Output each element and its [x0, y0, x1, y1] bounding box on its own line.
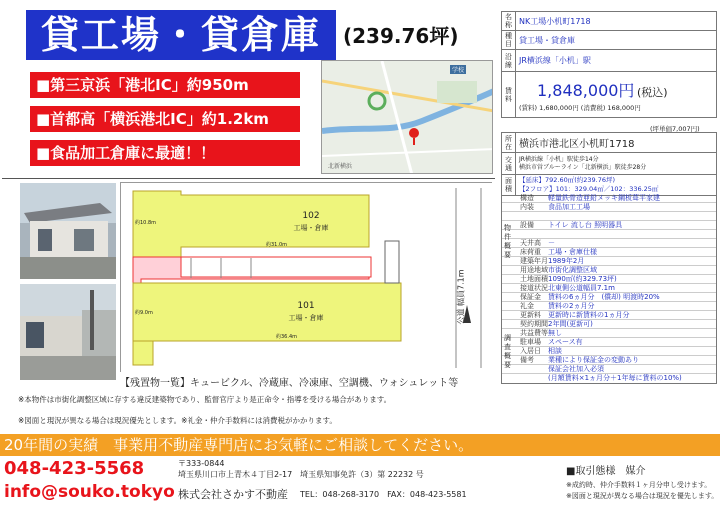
- spec-detail-list: [501, 194, 717, 384]
- building-photo-2: [20, 284, 116, 380]
- note-2: ※図面と現況が異なる場合は現況優先とします。※礼金・仲介手数料には消費税がかかります。: [18, 416, 337, 425]
- remaining-items: 【残置物一覧】キュービクル、冷蔵庫、冷凍庫、空調機、ウォシュレット等: [120, 378, 459, 389]
- floor-plan: [120, 182, 492, 372]
- building-photo-1: [20, 183, 116, 279]
- transport-2: 横浜市営ブルーライン「北新横浜」駅徒歩28分: [519, 163, 647, 171]
- spec-key: 床荷重: [520, 248, 541, 256]
- spec-key: 接道状況: [520, 284, 548, 292]
- spec-val: 工場・倉庫仕様: [548, 248, 597, 256]
- spec-key: 建築年月: [520, 257, 548, 265]
- spec-val: 1989年2月: [548, 257, 585, 265]
- type-label: 種目: [502, 31, 516, 50]
- divider: [2, 178, 495, 179]
- unit-101-label: 101: [297, 301, 315, 311]
- spec-key: 設備: [520, 221, 534, 229]
- spec-key: 土地面積: [520, 275, 548, 283]
- spec-val: スペース有: [548, 338, 583, 346]
- bukken-label: 物件概要: [504, 224, 511, 259]
- street-address: 埼玉県川口市上青木４丁目2-17 埼玉県知事免許（3）第 22232 号: [178, 470, 424, 479]
- spec-key: [502, 212, 548, 220]
- spec-key: 保証金: [520, 293, 541, 301]
- footer-note-1: ※成約時、仲介手数料１ヶ月分申し受けます。: [566, 481, 712, 489]
- spec-val: 食品加工工場: [548, 203, 590, 211]
- transport-label: 交通: [502, 153, 516, 175]
- spec-key: 礼金: [520, 302, 534, 310]
- spec-key: 構造: [520, 194, 534, 202]
- transaction-type: ■取引態様 媒介: [566, 466, 646, 477]
- spec-key: 内装: [520, 203, 534, 211]
- spec-key: 駐車場: [520, 338, 541, 346]
- dim-102-w: 約31.0m: [266, 242, 288, 248]
- dim-101-h: 約9.0m: [135, 310, 153, 316]
- email-address[interactable]: info@souko.tokyo: [4, 482, 175, 502]
- chousa-label: 調査概要: [504, 334, 511, 369]
- spec-key: 天井高: [520, 239, 541, 247]
- spec-key: 入居日: [520, 347, 541, 355]
- road-label: 公道 幅員7.1m: [456, 269, 466, 325]
- property-address: 横浜市港北区小机町1718: [516, 133, 717, 153]
- company-name: 株式会社さかす不動産: [178, 488, 288, 501]
- company-tel-fax: TEL：048-268-3170 FAX：048-423-5581: [300, 490, 467, 499]
- spec-table: [501, 11, 717, 118]
- spec-val: 更新時に新賃料の1ヵ月分: [548, 311, 630, 319]
- spec-val: 業種により保証金の変動あり: [548, 356, 639, 364]
- spec-val: 市街化調整区域: [548, 266, 597, 274]
- rent-label: 賃料: [502, 72, 516, 118]
- tsubo-label: (239.76坪): [343, 24, 459, 48]
- spec-key: 更新料: [520, 311, 541, 319]
- footer-notes: [566, 480, 718, 502]
- dim-101-w: 約36.4m: [276, 334, 298, 340]
- area-1: 【延床】792.60㎡(約239.76坪): [519, 176, 616, 184]
- rent-value: 1,848,000円: [537, 80, 635, 100]
- transport-1: JR横浜線「小机」駅徒歩14分: [519, 155, 599, 163]
- point-2: ■首都高「横浜港北IC」約1.2km: [30, 106, 300, 132]
- map-label-school: 学校: [452, 67, 465, 74]
- spec-val: 賃料の2ヵ月分: [548, 302, 595, 310]
- phone-number[interactable]: 048-423-5568: [4, 458, 145, 479]
- name-label: 名称: [502, 12, 516, 31]
- point-3: ■食品加工倉庫に最適！！: [30, 140, 300, 166]
- rent-tax: (税込): [636, 85, 668, 99]
- spec-val: [548, 230, 716, 238]
- company-address: [178, 458, 424, 480]
- unit-102-sub: 工場・倉庫: [293, 224, 329, 232]
- map-graphic: [322, 61, 493, 174]
- spec-val: 軽量鉄骨造亜鉛メッキ鋼板葺平家建: [548, 194, 660, 202]
- spec-key: 用途地域: [520, 266, 548, 274]
- tsubo-price: (坪単価7,007円): [650, 125, 700, 133]
- spec-table-2: [501, 132, 717, 196]
- spec-val: 相談: [548, 347, 562, 355]
- note-1: ※本物件は市街化調整区域に存する違反建築物であり、監督官庁より是正命令・指導を受ける場合があります。: [18, 395, 392, 404]
- location-map: [321, 60, 493, 174]
- footer-banner: 20年間の実績 事業用不動産専門店にお気軽にご相談してください。: [0, 434, 720, 456]
- area-label: 面積: [502, 175, 516, 196]
- postal-code: 〒333-0844: [178, 459, 225, 468]
- dim-102-h: 約10.8m: [135, 220, 157, 226]
- spec-val: 2年間(更新可): [548, 320, 593, 328]
- unit-102-label: 102: [302, 211, 320, 221]
- unit-101-sub: 工場・倉庫: [288, 314, 324, 322]
- spec-val: 1090㎡(約329.73坪): [548, 275, 617, 283]
- spec-key: 備考: [520, 356, 534, 364]
- address-label: 所在: [502, 133, 516, 153]
- property-line: JR横浜線「小机」駅: [516, 50, 717, 72]
- page-title: 貸工場・貸倉庫: [26, 10, 336, 60]
- spec-val: 北東側公道幅員7.1m: [548, 284, 615, 292]
- spec-val: 保証会社加入必須: [548, 365, 604, 373]
- spec-val: －: [548, 239, 555, 247]
- spec-val: (月額賃料×1ヵ月分＋1年毎に賃料の10%): [548, 374, 682, 382]
- spec-val: 賃料の6ヵ月分 (償却) 明渡時20%: [548, 293, 660, 301]
- spec-key: 契約期間: [520, 320, 548, 328]
- point-1: ■第三京浜「港北IC」約950m: [30, 72, 300, 98]
- map-label-station: 北新横浜: [328, 163, 353, 170]
- line-label: 沿線: [502, 50, 516, 72]
- footer-note-2: ※図面と現況が異なる場合は現況を優先します。: [566, 492, 719, 500]
- rent-detail: (賃料) 1,680,000円 (消費税) 168,000円: [519, 103, 641, 112]
- spec-key: [502, 374, 548, 383]
- spec-val: トイレ 流し台 照明器具: [548, 221, 623, 229]
- property-name: NK工場小机町1718: [516, 12, 717, 31]
- spec-val: 無し: [548, 329, 562, 337]
- area-2: 【2フロア】101：329.04㎡／102：336.25㎡: [519, 185, 659, 193]
- property-type: 貸工場・貸倉庫: [516, 31, 717, 50]
- spec-val: [548, 212, 716, 220]
- spec-key: 共益費等: [520, 329, 548, 337]
